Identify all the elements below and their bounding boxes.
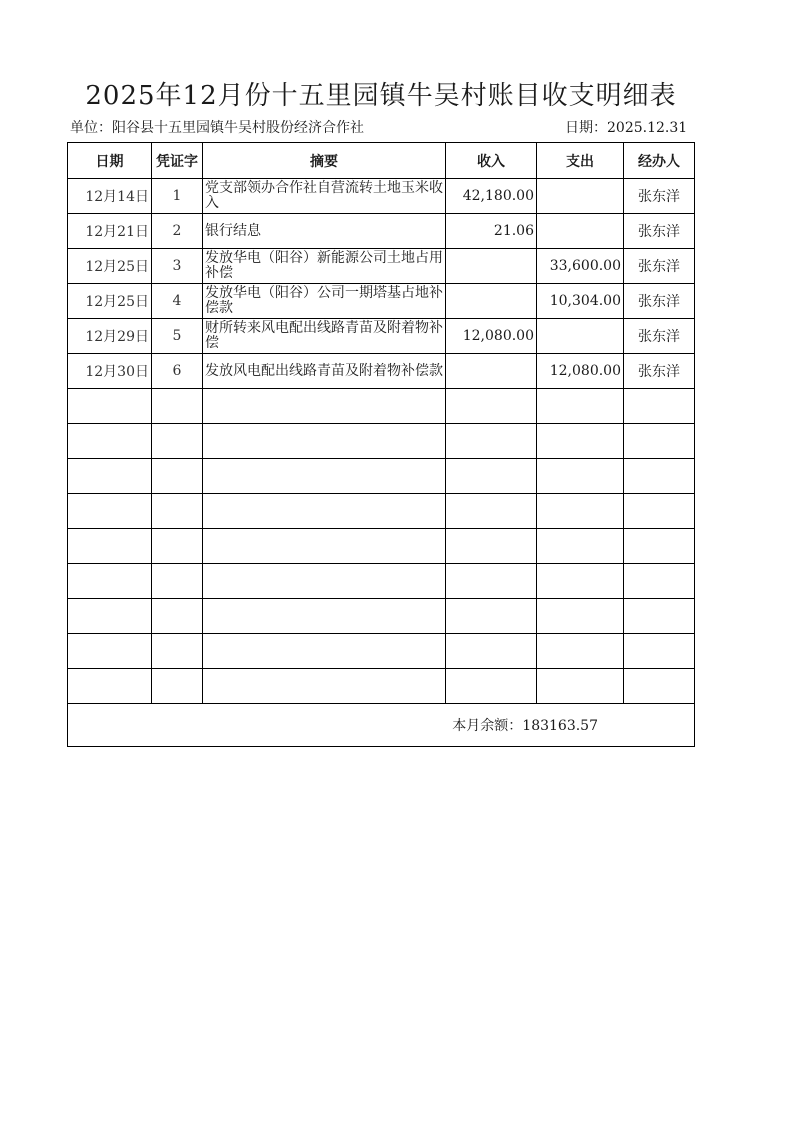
header-handler: 经办人 bbox=[624, 143, 695, 179]
cell-summary: 财所转来风电配出线路青苗及附着物补偿 bbox=[203, 319, 446, 354]
cell-voucher: 6 bbox=[152, 354, 203, 389]
monthly-balance: 本月余额：183163.57 bbox=[68, 704, 695, 747]
cell-voucher: 1 bbox=[152, 179, 203, 214]
header-expense: 支出 bbox=[537, 143, 624, 179]
cell-income: 21.06 bbox=[446, 214, 537, 249]
empty-row bbox=[68, 529, 695, 564]
cell-summary: 银行结息 bbox=[203, 214, 446, 249]
cell-summary: 发放风电配出线路青苗及附着物补偿款 bbox=[203, 354, 446, 389]
empty-row bbox=[68, 389, 695, 424]
cell-expense bbox=[537, 319, 624, 354]
cell-summary: 发放华电（阳谷）公司一期塔基占地补偿款 bbox=[203, 284, 446, 319]
header-voucher: 凭证字 bbox=[152, 143, 203, 179]
cell-income: 12,080.00 bbox=[446, 319, 537, 354]
header-date: 日期 bbox=[68, 143, 152, 179]
cell-voucher: 4 bbox=[152, 284, 203, 319]
cell-handler: 张东洋 bbox=[624, 249, 695, 284]
page-title: 2025年12月份十五里园镇牛吴村账目收支明细表 bbox=[85, 81, 677, 111]
table-row bbox=[68, 284, 695, 319]
cell-income bbox=[446, 284, 537, 319]
empty-row bbox=[68, 494, 695, 529]
cell-handler: 张东洋 bbox=[624, 214, 695, 249]
empty-row bbox=[68, 424, 695, 459]
cell-summary: 党支部领办合作社自营流转土地玉米收入 bbox=[203, 179, 446, 214]
cell-date: 12月21日 bbox=[68, 214, 152, 249]
header-income: 收入 bbox=[446, 143, 537, 179]
cell-handler: 张东洋 bbox=[624, 284, 695, 319]
cell-income bbox=[446, 249, 537, 284]
table-row bbox=[68, 319, 695, 354]
cell-voucher: 5 bbox=[152, 319, 203, 354]
header-summary: 摘要 bbox=[203, 143, 446, 179]
date-label: 日期：2025.12.31 bbox=[565, 120, 688, 136]
cell-date: 12月30日 bbox=[68, 354, 152, 389]
cell-expense bbox=[537, 179, 624, 214]
cell-voucher: 3 bbox=[152, 249, 203, 284]
table-row bbox=[68, 179, 695, 214]
balance-row bbox=[68, 704, 695, 747]
cell-expense: 33,600.00 bbox=[537, 249, 624, 284]
cell-voucher: 2 bbox=[152, 214, 203, 249]
cell-handler: 张东洋 bbox=[624, 354, 695, 389]
table-row bbox=[68, 354, 695, 389]
cell-expense bbox=[537, 214, 624, 249]
ledger-table bbox=[67, 142, 695, 747]
cell-date: 12月25日 bbox=[68, 284, 152, 319]
header-row bbox=[68, 143, 695, 179]
cell-handler: 张东洋 bbox=[624, 179, 695, 214]
empty-row bbox=[68, 564, 695, 599]
cell-expense: 10,304.00 bbox=[537, 284, 624, 319]
empty-row bbox=[68, 599, 695, 634]
cell-date: 12月29日 bbox=[68, 319, 152, 354]
cell-date: 12月14日 bbox=[68, 179, 152, 214]
table-row bbox=[68, 214, 695, 249]
empty-row bbox=[68, 459, 695, 494]
cell-handler: 张东洋 bbox=[624, 319, 695, 354]
table-row bbox=[68, 249, 695, 284]
empty-row bbox=[68, 634, 695, 669]
cell-income bbox=[446, 354, 537, 389]
unit-label: 单位：阳谷县十五里园镇牛吴村股份经济合作社 bbox=[70, 120, 364, 136]
cell-summary: 发放华电（阳谷）新能源公司土地占用补偿 bbox=[203, 249, 446, 284]
cell-expense: 12,080.00 bbox=[537, 354, 624, 389]
cell-date: 12月25日 bbox=[68, 249, 152, 284]
empty-row bbox=[68, 669, 695, 704]
cell-income: 42,180.00 bbox=[446, 179, 537, 214]
